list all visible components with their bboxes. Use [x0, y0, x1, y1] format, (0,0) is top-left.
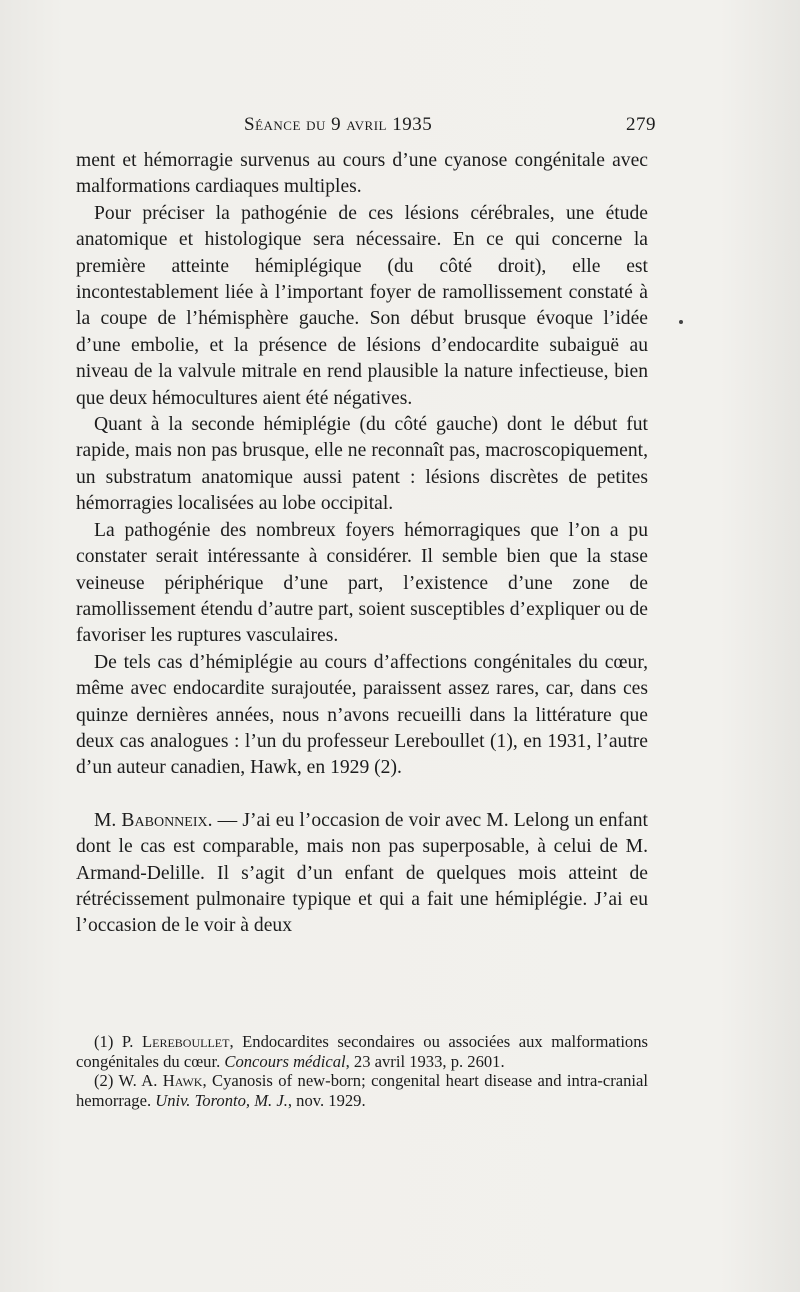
footnote-2-journal: Univ. Toronto, M. J.	[155, 1090, 288, 1110]
footnote-2	[76, 1071, 648, 1110]
footnote-1-marker: (1) P.	[94, 1032, 142, 1051]
margin-mark	[679, 320, 683, 324]
page-number: 279	[626, 114, 656, 135]
footnote-2-marker: (2) W. A.	[94, 1071, 163, 1091]
footnote-1	[76, 1032, 648, 1071]
footnote-1-author: Lereboullet	[141, 1032, 230, 1051]
footnote-2-author: Hawk	[162, 1071, 203, 1091]
paragraph-seconde-hemiplegie: Quant à la seconde hémiplégie (du côté gauche) dont le début fut rapide, mais non pas brusque, elle ne reconnaît pas, macroscopiquement, un substratum anatomique aussi patent : lésions discrètes de petites hémorragies localisées au lobe occipital.	[76, 414, 648, 515]
discussion-text: — J’ai eu l’occasion de voir avec M. Lelong un enfant dont le cas est comparable, mais non pas superposable, à celui de M. Armand-Delille. Il s’agit d’un enfant de quelques mois atteint de rétrécissement pulmonaire typique et qui a fait une hémiplégie. J’ai eu l’occasion de le voir à deux	[76, 809, 648, 937]
paragraph-pathogenie: Pour préciser la pathogénie de ces lésions cérébrales, une étude anatomique et histologique sera nécessaire. En ce qui concerne la première atteinte hémiplégique (du côté droit), elle est incontestablement liée à l’important foyer de ramollissement constaté à la coupe de l’hémisphère gauche. Son début brusque évoque l’idée d’une embolie, et la présence de lésions d’endocardite subaiguë au niveau de la valvule mitrale en rend plausible la nature infectieuse, bien que deux hémocultures aient été négatives.	[76, 202, 648, 409]
footnote-1-text: , Endocardites secondaires ou associées aux malformations congénitales du cœur.	[76, 1032, 648, 1071]
footnote-2-date: , nov. 1929.	[287, 1090, 366, 1110]
paragraph-continuation: ment et hémorragie survenus au cours d’une cyanose congénitale avec malformations cardiaques multiples.	[76, 150, 648, 198]
discussion-speaker: M. Babonneix.	[94, 809, 213, 831]
footnote-1-date: , 23 avril 1933, p. 2601.	[345, 1051, 505, 1071]
footnotes	[76, 1032, 648, 1110]
paragraph-cas-analogues: De tels cas d’hémiplégie au cours d’affections congénitales du cœur, même avec endocardite surajoutée, paraissent assez rares, car, dans ces quinze dernières années, nous n’avons recueilli dans la littérature que deux cas analogues : l’un du professeur Lereboullet (1), en 1931, l’autre d’un auteur canadien, Hawk, en 1929 (2).	[76, 651, 648, 779]
body-text	[76, 148, 648, 940]
running-header	[76, 112, 656, 142]
footnote-2-text: , Cyanosis of new-born; congenital heart disease and intra-cranial hemorrage.	[76, 1071, 648, 1110]
paragraph-foyers-hemorragiques: La pathogénie des nombreux foyers hémorragiques que l’on a pu constater serait intéressante à considérer. Il semble bien que la stase veineuse périphérique d’une part, l’existence d’une zone de ramollissement étendu d’autre part, soient susceptibles d’expliquer ou de favoriser les ruptures vasculaires.	[76, 519, 648, 647]
paragraph-discussion	[76, 808, 648, 940]
footnote-1-journal: Concours médical	[224, 1051, 346, 1071]
header-title: Séance du 9 avril 1935	[244, 114, 433, 135]
